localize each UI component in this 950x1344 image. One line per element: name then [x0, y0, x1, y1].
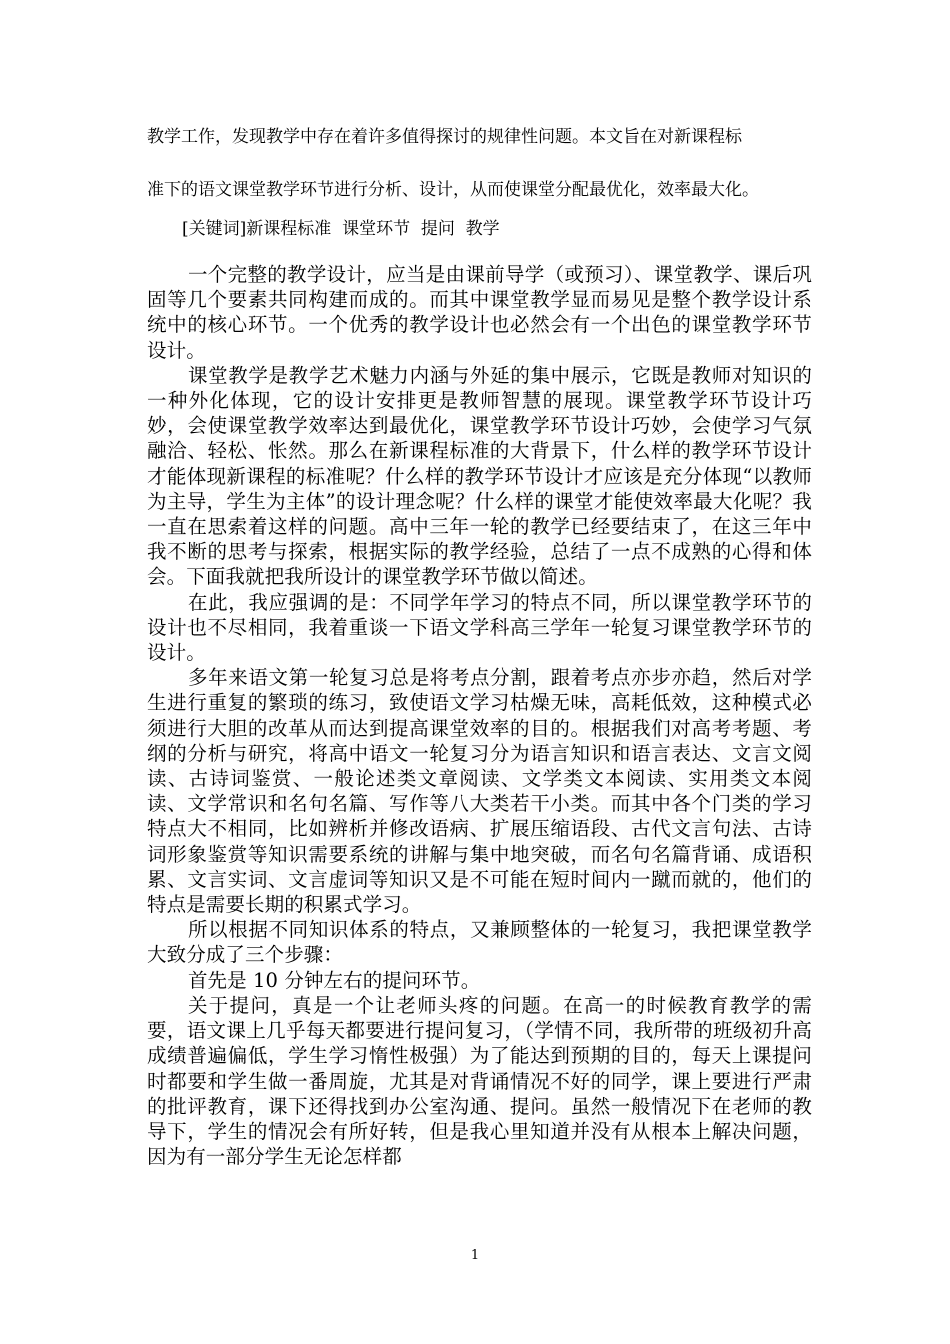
paragraph-7: 关于提问，真是一个让老师头疼的问题。在高一的时候教育教学的需要，语文课上几乎每天都要进行提问复习，（学情不同，我所带的班级初升高成绩普遍偏低，学生学习惰性极强）为了能达到预期的目的，每天上课提问时都要和学生做一番周旋，尤其是对背诵情况不好的同学，课上要进行严肃的批评教育，课下还得找到办公室沟通、提问。虽然一般情况下在老师的教导下，学生的情况会有所好转，但是我心里知道并没有从根本上解决问题，因为有一部分学生无论怎样都 — [147, 993, 812, 1169]
paragraph-3: 在此，我应强调的是：不同学年学习的特点不同，所以课堂教学环节的设计也不尽相同，我着重谈一下语文学科高三学年一轮复习课堂教学环节的设计。 — [147, 590, 812, 665]
body-text — [147, 262, 812, 1169]
page-number: 1 — [470, 1248, 480, 1263]
paragraph-4: 多年来语文第一轮复习总是将考点分割，跟着考点亦步亦趋，然后对学生进行重复的繁琐的练习，致使语文学习枯燥无味，高耗低效，这种模式必须进行大胆的改革从而达到提高课堂效率的目的。根据我们对高考考题、考纲的分析与研究，将高中语文一轮复习分为语言知识和语言表达、文言文阅读、古诗词鉴赏、一般论述类文章阅读、文学类文本阅读、实用类文本阅读、文学常识和名句名篇、写作等八大类若干小类。而其中各个门类的学习特点大不相同，比如辨析并修改语病、扩展压缩语段、古代文言句法、古诗词形象鉴赏等知识需要系统的讲解与集中地突破，而名句名篇背诵、成语积累、文言实词、文言虚词等知识又是不可能在短时间内一蹴而就的，他们的特点是需要长期的积累式学习。 — [147, 666, 812, 917]
keywords-line: [关键词]新课程标准 课堂环节 提问 教学 — [182, 219, 500, 239]
abstract-line-2: 准下的语文课堂教学环节进行分析、设计，从而使课堂分配最优化，效率最大化。 — [147, 180, 759, 200]
paragraph-5: 所以根据不同知识体系的特点，又兼顾整体的一轮复习，我把课堂教学大致分成了三个步骤： — [147, 918, 812, 967]
abstract-line-1: 教学工作，发现教学中存在着许多值得探讨的规律性问题。本文旨在对新课程标 — [147, 127, 742, 147]
paragraph-6: 首先是 10 分钟左右的提问环节。 — [187, 968, 481, 992]
paragraph-1: 一个完整的教学设计，应当是由课前导学（或预习）、课堂教学、课后巩固等几个要素共同构建而成的。而其中课堂教学显而易见是整个教学设计系统中的核心环节。一个优秀的教学设计也必然会有一个出色的课堂教学环节设计。 — [147, 263, 812, 362]
paragraph-2: 课堂教学是教学艺术魅力内涵与外延的集中展示，它既是教师对知识的一种外化体现，它的设计安排更是教师智慧的展现。课堂教学环节设计巧妙，会使课堂教学效率达到最优化，课堂教学环节设计巧妙，会使学习气氛融洽、轻松、怅然。那么在新课程标准的大背景下，什么样的教学环节设计才能体现新课程的标准呢？什么样的教学环节设计才应该是充分体现“以教师为主导，学生为主体”的设计理念呢？什么样的课堂才能使效率最大化呢？我一直在思索着这样的问题。高中三年一轮的教学已经要结束了，在这三年中我不断的思考与探索，根据实际的教学经验，总结了一点不成熟的心得和体会。下面我就把我所设计的课堂教学环节做以简述。 — [147, 363, 812, 589]
